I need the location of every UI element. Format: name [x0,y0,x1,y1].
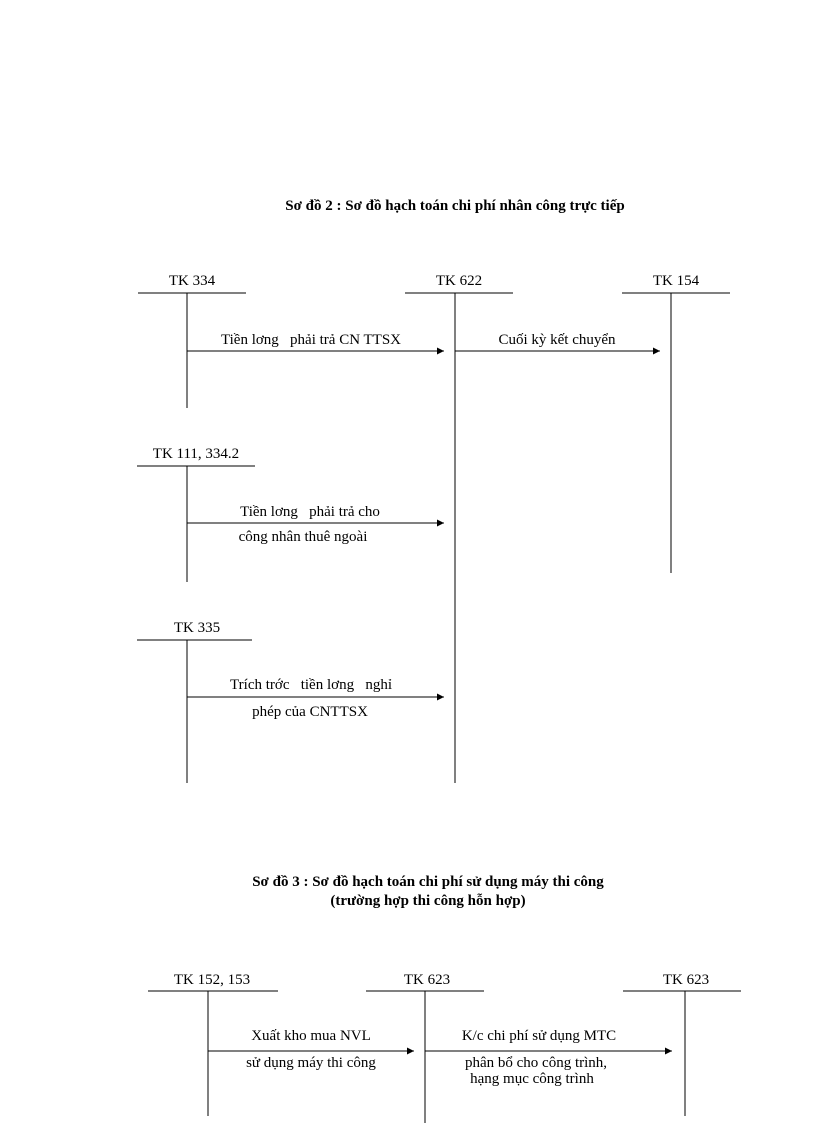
account-tk334-label: TK 334 [168,273,216,289]
flow-wages-direct-label: Tiền lơng phải trả CN TTSX [220,332,402,348]
flow-materials-issue-label-line1: Xuất kho mua NVL [251,1028,371,1044]
flow-allocation-label-line2: phân bổ cho công trình, [464,1055,608,1071]
flow-hired-workers-label-line1: Tiền lơng phải trả cho [240,504,380,520]
account-tk154-label: TK 154 [652,273,700,289]
flow-hired-workers-label-line2: công nhân thuê ngoài [238,529,368,545]
account-tk111-label: TK 111, 334.2 [152,446,240,462]
flow-allocation-label-line1: K/c chi phí sử dụng MTC [461,1028,617,1044]
account-tk335-label: TK 335 [173,620,221,636]
diagram-3-title-line2: (trường hợp thi công hỗn hợp) [330,893,526,909]
diagram-2-title: Sơ đồ 2 : Sơ đồ hạch toán chi phí nhân công trực tiếp [285,198,625,214]
account-tk622-label: TK 622 [435,273,483,289]
diagram-3 [148,874,741,1123]
flow-accrued-leave-label-line2: phép của CNTTSX [252,704,368,720]
account-tk623-right-label: TK 623 [662,972,710,988]
diagram-3-title-line1: Sơ đồ 3 : Sơ đồ hạch toán chi phí sử dụng máy thi công [252,874,604,890]
flow-period-end-transfer-label: Cuối kỳ kết chuyển [498,332,616,348]
flow-materials-issue-label-line2: sử dụng máy thi công [246,1055,376,1071]
account-tk152-label: TK 152, 153 [173,972,251,988]
account-tk623-middle-label: TK 623 [403,972,451,988]
flow-allocation-label-line3: hạng mục công trình [470,1071,594,1087]
diagram-2 [137,198,730,783]
flow-accrued-leave-label-line1: Trích trớc tiền lơng nghỉ [230,677,392,693]
